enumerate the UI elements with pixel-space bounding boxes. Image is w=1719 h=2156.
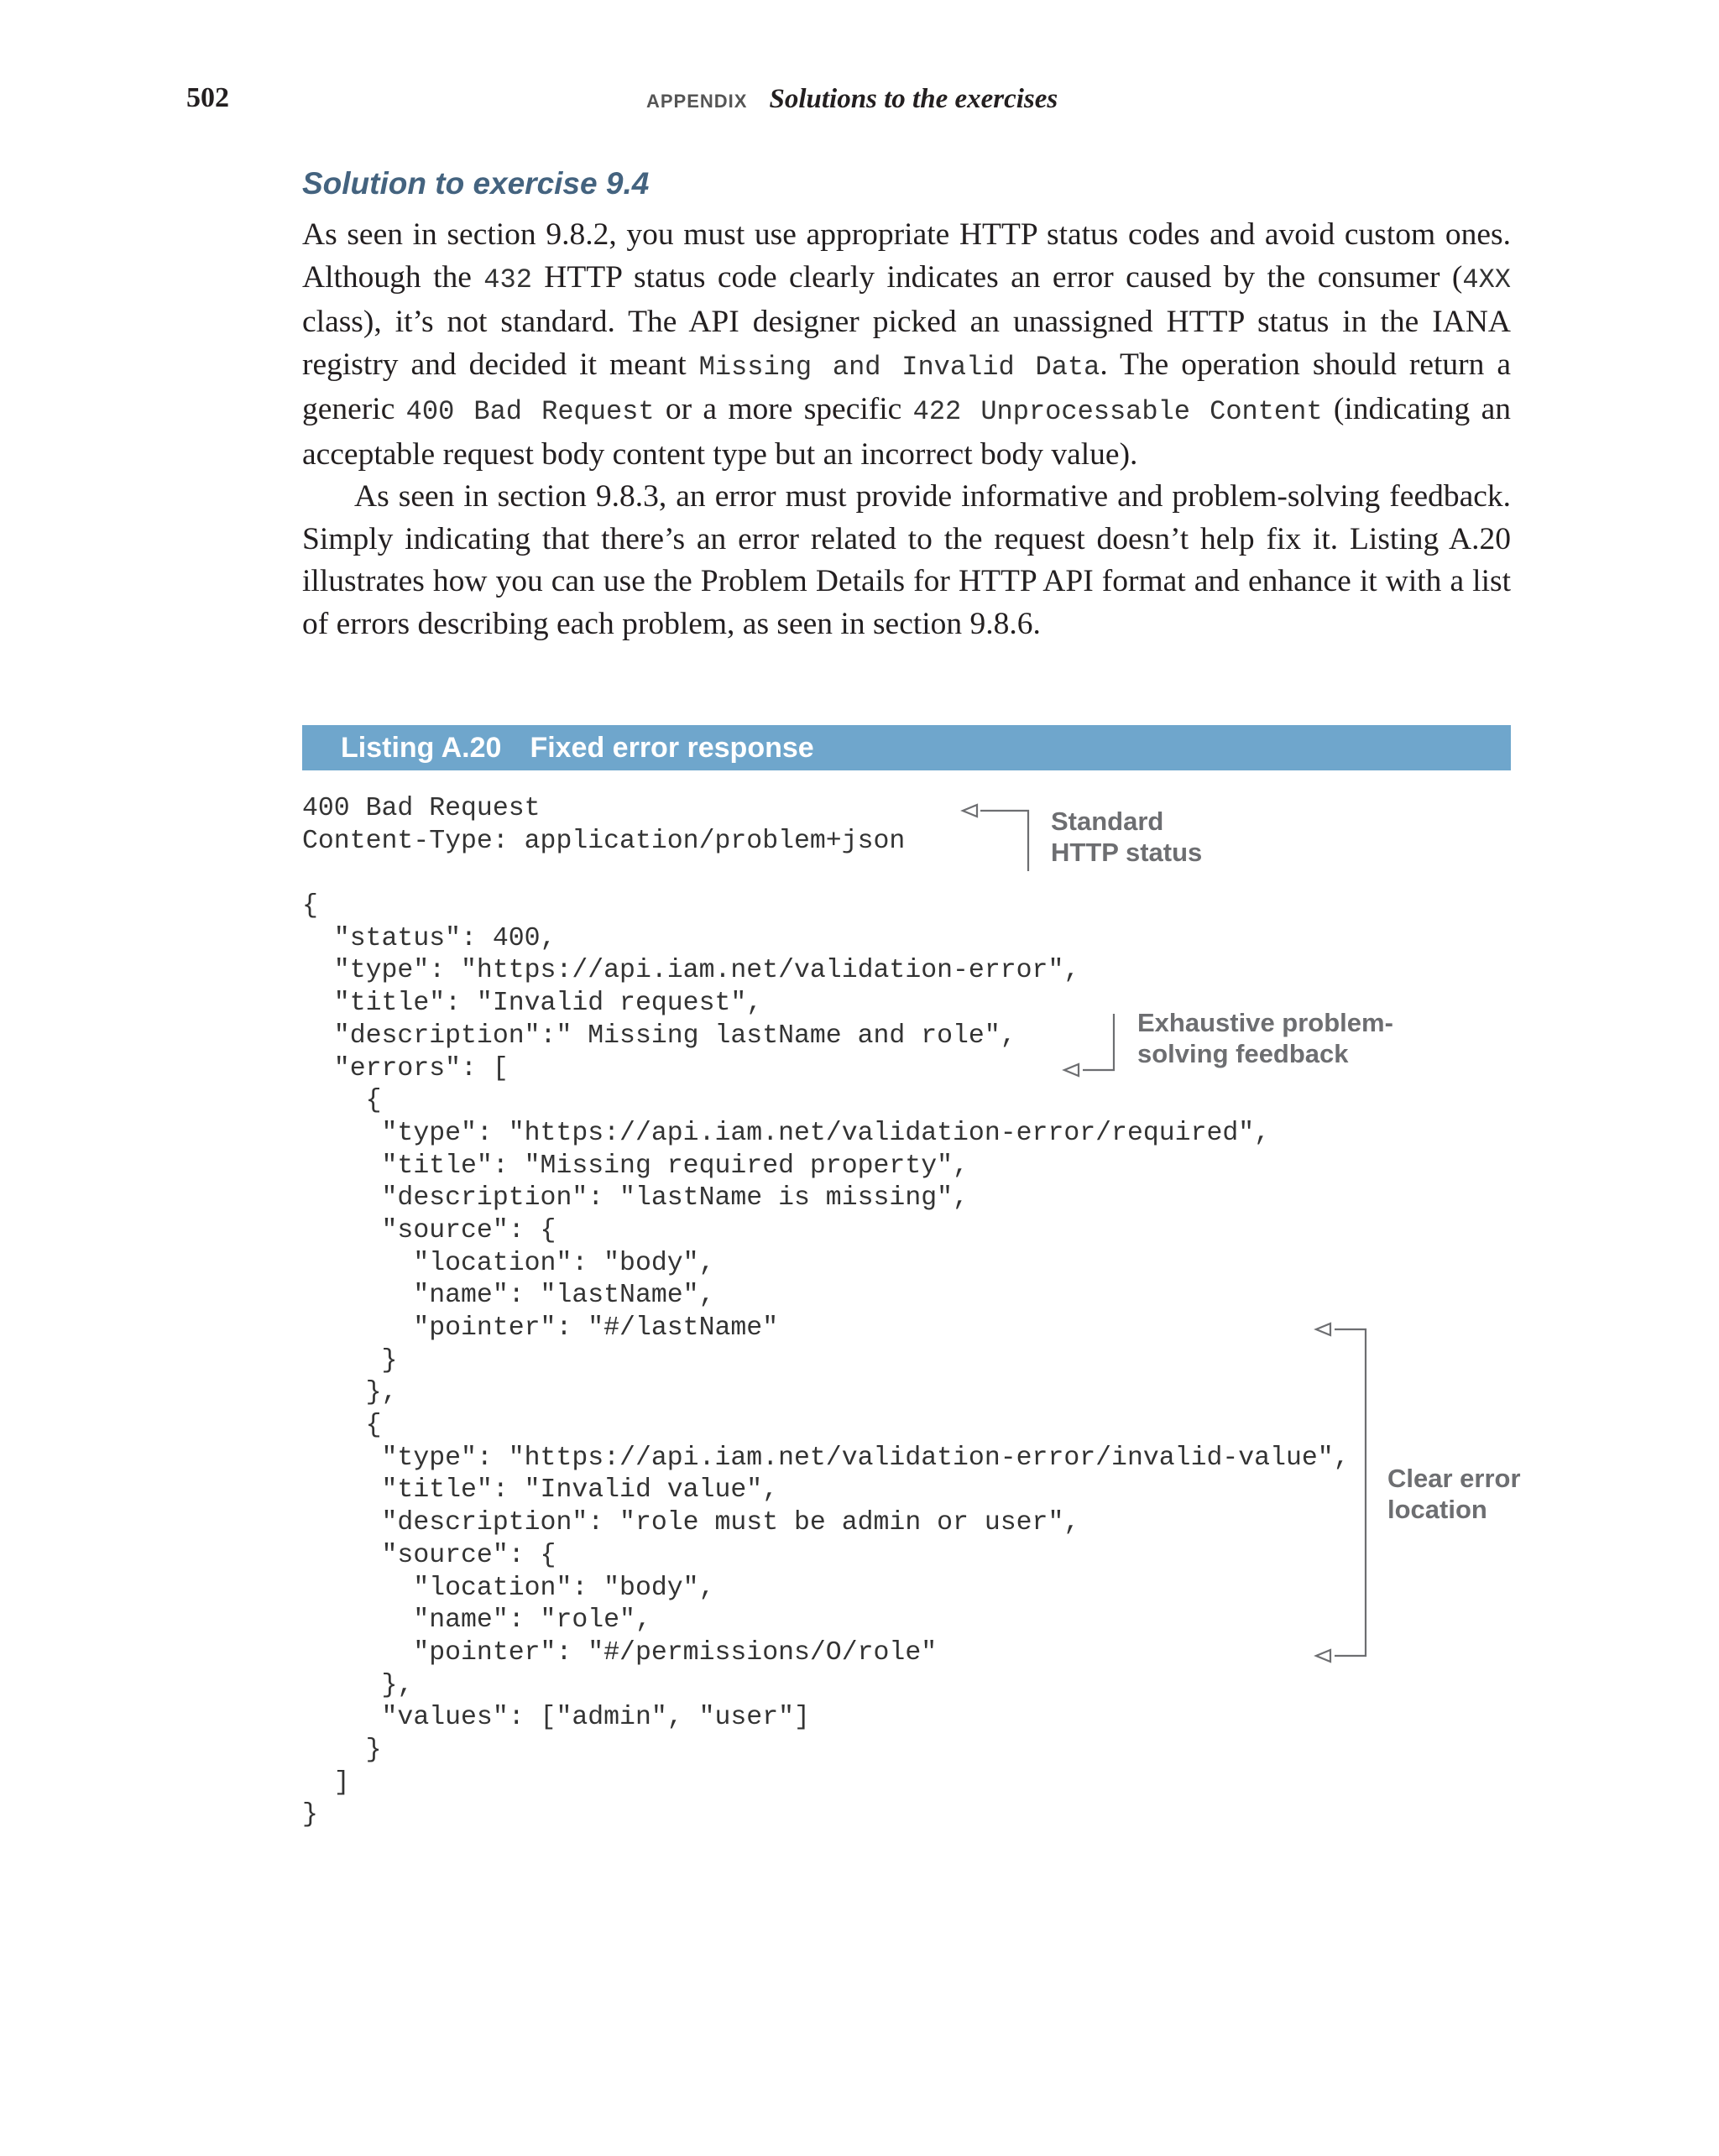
listing-title: Fixed error response — [530, 732, 814, 764]
code-line: "title": "Invalid value", — [302, 1475, 779, 1506]
code-line: "title": "Invalid request", — [302, 989, 763, 1019]
code-line: "errors": [ — [302, 1053, 509, 1083]
paragraph-1-text: or a more specific — [654, 392, 913, 426]
paragraph-1-text: . The operation should return a generic — [302, 347, 1512, 426]
annotation-line: Exhaustive problem- — [1137, 1008, 1393, 1037]
code-line: } — [302, 1345, 398, 1376]
running-head — [646, 84, 1058, 115]
code-line: "location": "body", — [302, 1573, 715, 1603]
paragraph-1-text: HTTP status code clearly indicates an error caused by the consumer ( — [531, 259, 1463, 295]
annotation-line: solving feedback — [1137, 1039, 1349, 1068]
annotation-standard-http-status — [1051, 806, 1202, 868]
code-line: "pointer": "#/permissions/O/role" — [302, 1637, 938, 1668]
inline-code-400: 400 Bad Request — [405, 396, 655, 427]
annotation-line: Standard — [1051, 807, 1164, 836]
code-line: { — [302, 1411, 382, 1441]
inline-code-missing-invalid-data: Missing and Invalid Data — [698, 351, 1100, 383]
code-line: "values": ["admin", "user"] — [302, 1703, 810, 1733]
appendix-label: APPENDIX — [646, 91, 748, 112]
code-line: Content-Type: application/problem+json — [302, 826, 906, 856]
code-line: { — [302, 1086, 382, 1116]
code-line: "name": "role", — [302, 1605, 651, 1636]
code-line: } — [302, 1800, 318, 1830]
code-line: "source": { — [302, 1540, 556, 1570]
paragraph-1 — [302, 214, 1511, 476]
code-line: "description": "lastName is missing", — [302, 1183, 969, 1214]
code-line: "description":" Missing lastName and role", — [302, 1021, 1016, 1051]
code-line: "type": "https://api.iam.net/validation-error/required", — [302, 1118, 1271, 1148]
annotation-exhaustive-feedback — [1137, 1007, 1393, 1069]
code-line: "location": "body", — [302, 1248, 715, 1278]
code-line: "status": 400, — [302, 923, 556, 953]
code-line: "source": { — [302, 1215, 556, 1245]
code-line: } — [302, 1735, 382, 1765]
code-line: }, — [302, 1670, 414, 1700]
code-line: "description": "role must be admin or user", — [302, 1508, 1080, 1538]
code-line: 400 Bad Request — [302, 794, 541, 823]
code-line: "type": "https://api.iam.net/validation-error/invalid-value", — [302, 1443, 1350, 1473]
section-heading: Solution to exercise 9.4 — [302, 166, 650, 201]
code-line: ] — [302, 1767, 350, 1798]
code-line: "pointer": "#/lastName" — [302, 1313, 779, 1343]
code-line: "title": "Missing required property", — [302, 1151, 969, 1181]
code-line: "name": "lastName", — [302, 1281, 715, 1311]
annotation-line: HTTP status — [1051, 838, 1203, 867]
inline-code-432: 432 — [483, 264, 532, 295]
code-line: { — [302, 891, 318, 921]
page-number: 502 — [186, 82, 229, 113]
annotation-clear-error-location — [1387, 1463, 1521, 1525]
code-line: "type": "https://api.iam.net/validation-error", — [302, 956, 1080, 986]
paragraph-1-text: As seen in section 9.8.2, you must use appropriate HTTP status codes and avoid custom ones. Although the — [302, 217, 1511, 295]
paragraph-1-text: (indicating an acceptable request body content type but an incorrect body value). — [302, 392, 1511, 472]
paragraph-1-text: class), it’s not standard. The API designer picked an unassigned HTTP status in the IANA registry and decided it meant — [302, 305, 1511, 382]
inline-code-422: 422 Unprocessable Content — [912, 396, 1323, 427]
paragraph-2: As seen in section 9.8.3, an error must provide informative and problem-solving feedback. Simply indicating that there’s an error related to the request doesn’t help fix it. Listing A.20 illustrates how you can use the Problem Details for HTTP API format and enhance it with a list of errors describing each problem, as seen in section 9.8.6. — [302, 479, 1511, 641]
code-line: }, — [302, 1378, 398, 1408]
listing-header — [302, 725, 1511, 770]
listing-number: Listing A.20 — [341, 732, 502, 764]
body-text — [302, 214, 1511, 645]
code-listing — [302, 793, 1350, 1832]
annotation-line: Clear error — [1387, 1464, 1521, 1493]
annotation-line: location — [1387, 1495, 1487, 1524]
inline-code-4xx: 4XX — [1462, 264, 1511, 295]
appendix-title: Solutions to the exercises — [769, 84, 1058, 114]
